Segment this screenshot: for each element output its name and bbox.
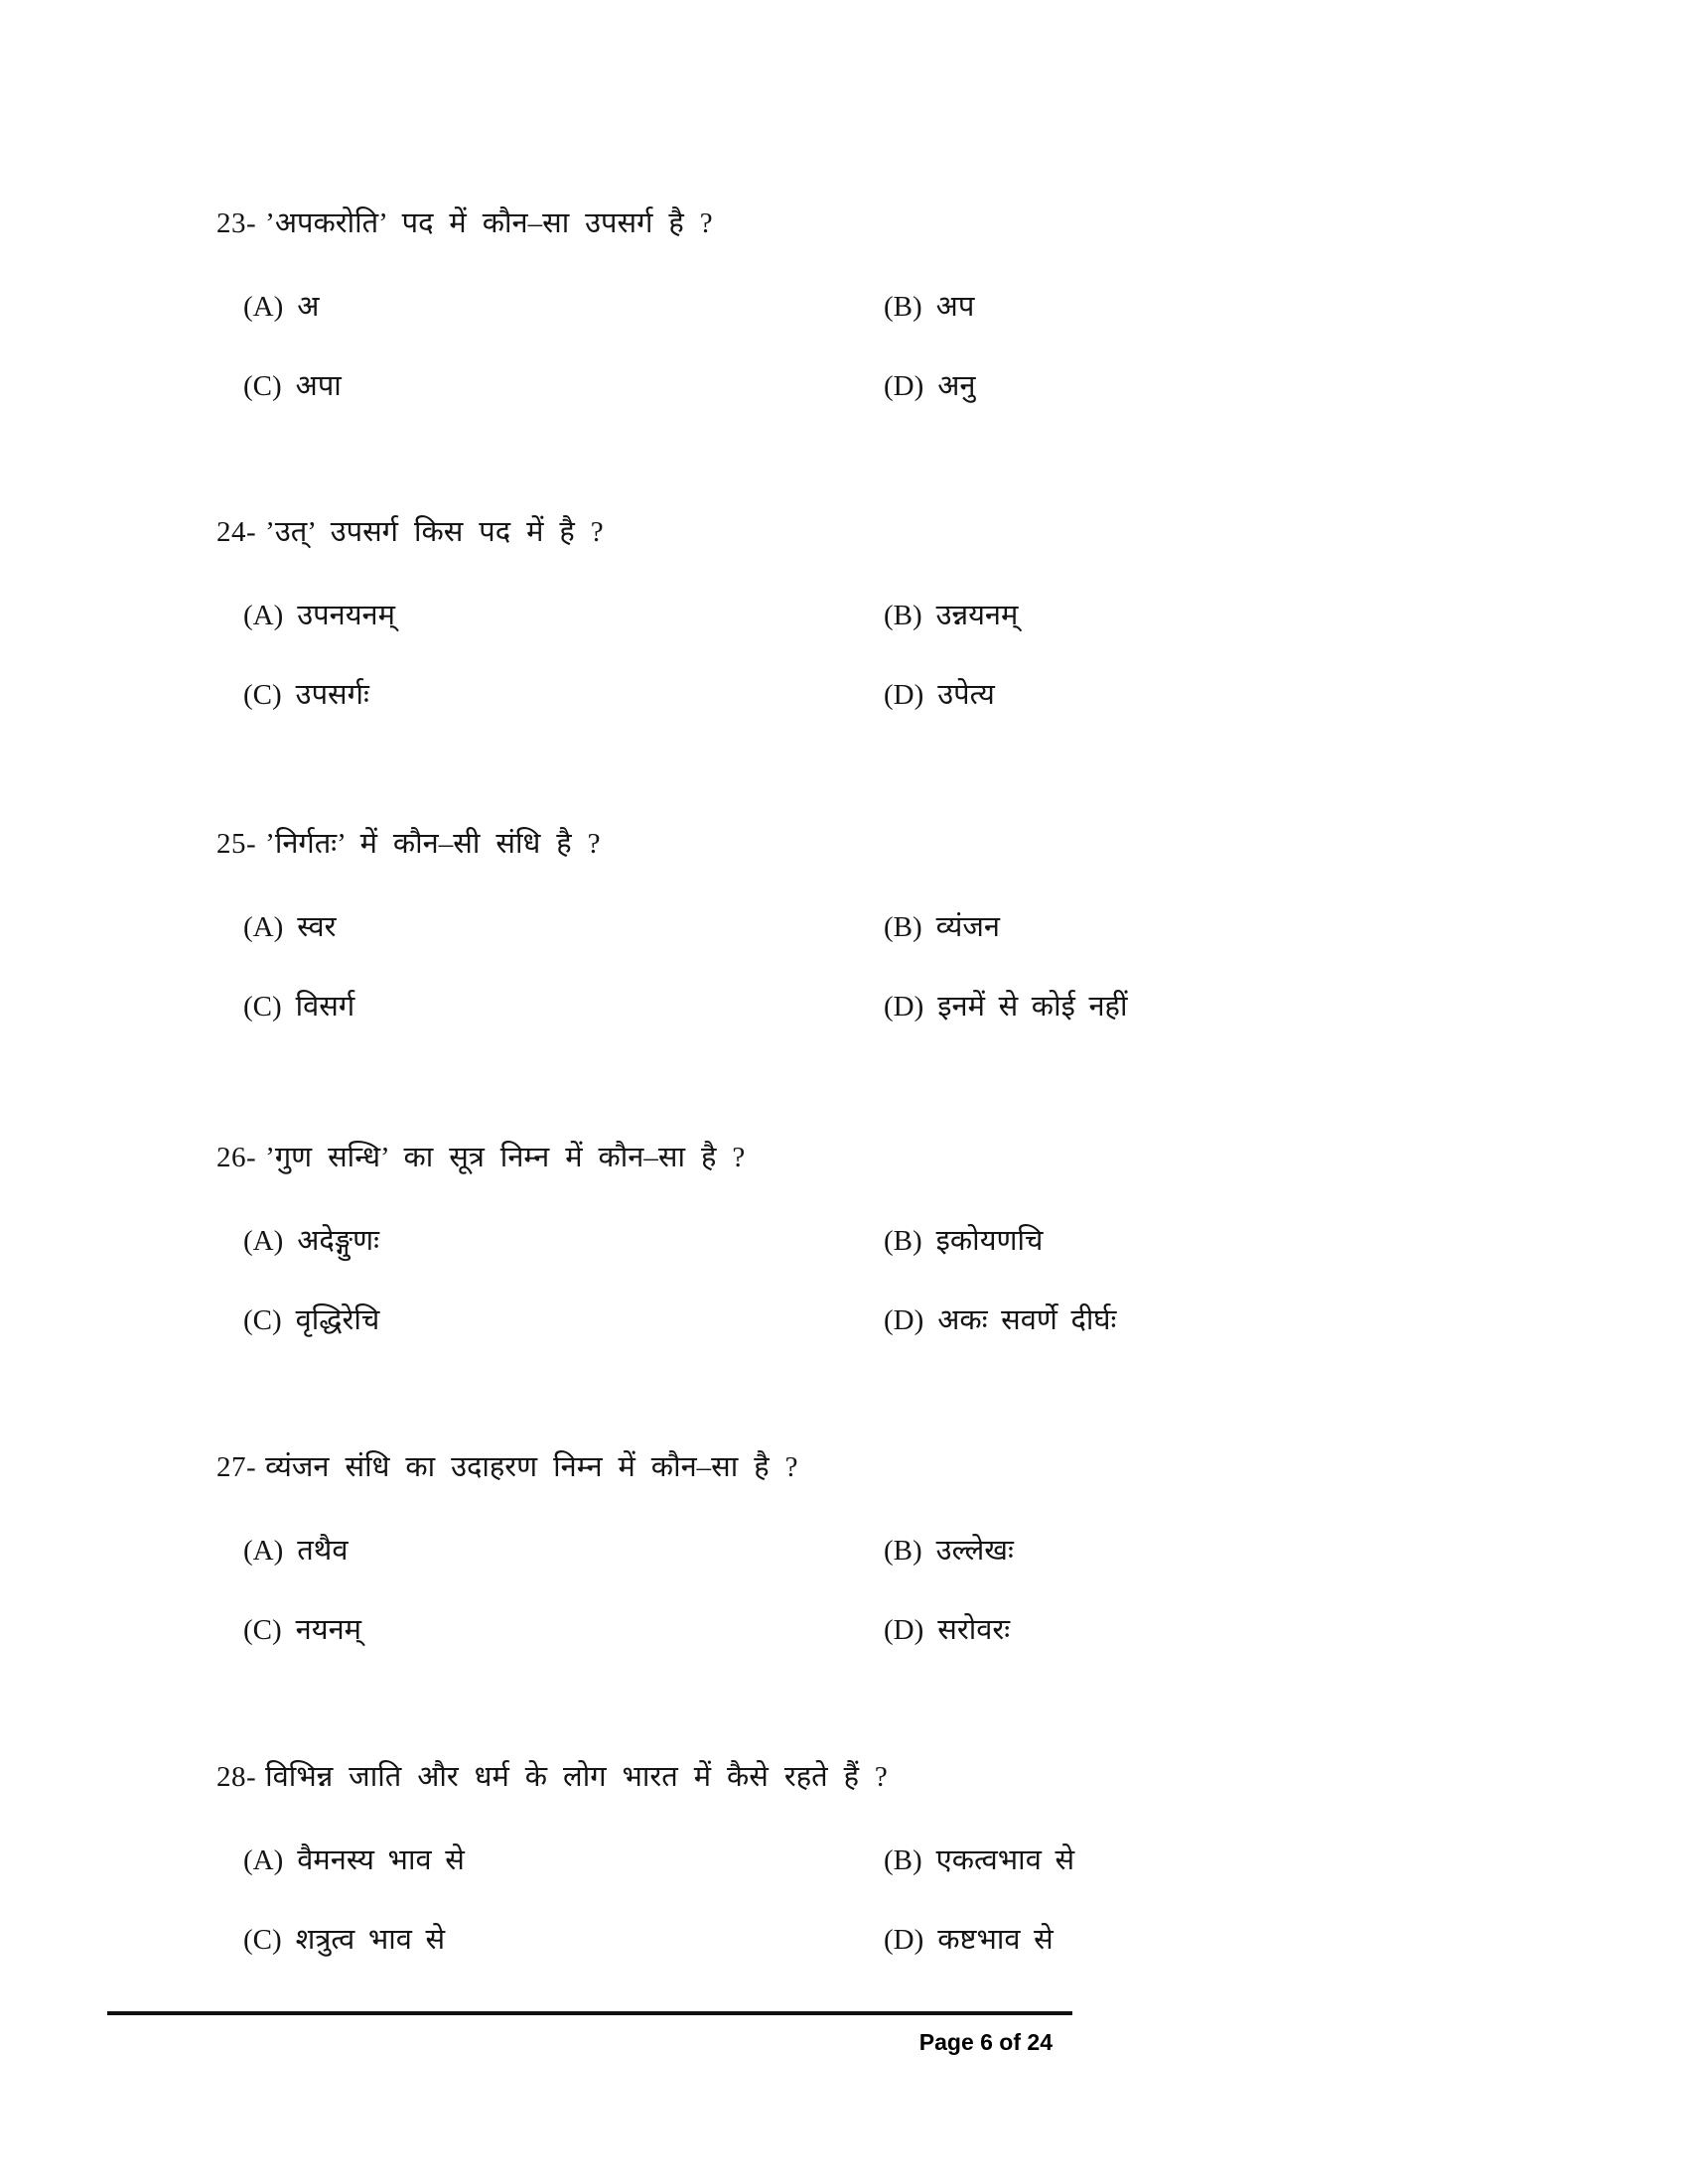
question-text-line xyxy=(216,514,604,550)
option-d xyxy=(884,989,1127,1024)
option-c xyxy=(243,989,354,1024)
question-24 xyxy=(216,514,1269,728)
footer-divider xyxy=(107,2011,1072,2015)
option-label: (D) xyxy=(884,679,924,711)
option-label: (A) xyxy=(243,600,284,631)
option-text: व्यंजन xyxy=(935,911,1001,943)
question-27 xyxy=(216,1449,1269,1663)
option-label: (A) xyxy=(243,1535,284,1567)
question-text-line xyxy=(216,205,713,241)
option-text: तथैव xyxy=(297,1535,349,1567)
option-label: (D) xyxy=(884,370,924,402)
option-label: (B) xyxy=(884,291,922,323)
option-label: (D) xyxy=(884,1614,924,1646)
option-text: एकत्वभाव से xyxy=(935,1844,1075,1876)
page-number-text: Page 6 of 24 xyxy=(918,2029,1053,2055)
question-text-line xyxy=(216,826,600,862)
option-text: वृद्धिरेचि xyxy=(295,1304,380,1336)
option-label: (B) xyxy=(884,1844,922,1876)
option-text: उन्नयनम् xyxy=(935,600,1019,631)
option-label: (B) xyxy=(884,1535,922,1567)
option-text: इनमें से कोई नहीं xyxy=(937,991,1128,1023)
question-text-line xyxy=(216,1140,745,1175)
option-text: अ xyxy=(297,291,320,323)
question-text: ’अपकरोति’ पद में कौन–सा उपसर्ग है ? xyxy=(265,207,713,239)
option-label: (C) xyxy=(243,679,282,711)
option-d xyxy=(884,1612,1010,1648)
option-text: इकोयणचि xyxy=(935,1225,1044,1257)
option-label: (B) xyxy=(884,911,922,943)
option-d xyxy=(884,1922,1054,1958)
option-label: (C) xyxy=(243,1924,282,1956)
question-text-line xyxy=(216,1449,797,1485)
option-c xyxy=(243,1612,361,1648)
question-text-line xyxy=(216,1759,888,1795)
question-26 xyxy=(216,1140,1269,1353)
option-c xyxy=(243,1922,445,1958)
option-a xyxy=(243,909,337,945)
option-b xyxy=(884,909,1000,945)
option-text: शत्रुत्व भाव से xyxy=(295,1924,446,1956)
option-label: (A) xyxy=(243,1225,284,1257)
question-number: 27- xyxy=(216,1451,257,1483)
question-text: ’गुण सन्धि’ का सूत्र निम्न में कौन–सा है ? xyxy=(265,1142,746,1173)
option-a xyxy=(243,598,395,633)
option-text: नयनम् xyxy=(295,1614,362,1646)
option-text: वैमनस्य भाव से xyxy=(297,1844,465,1876)
question-number: 26- xyxy=(216,1142,257,1173)
question-number: 24- xyxy=(216,516,257,548)
option-text: अपा xyxy=(295,370,342,402)
option-a xyxy=(243,1843,465,1878)
option-c xyxy=(243,677,369,713)
option-d xyxy=(884,1302,1116,1338)
option-label: (C) xyxy=(243,370,282,402)
option-a xyxy=(243,289,319,325)
option-c xyxy=(243,1302,379,1338)
option-text: विसर्ग xyxy=(295,991,355,1023)
option-text: अदेङ्गुणः xyxy=(297,1225,380,1257)
option-label: (D) xyxy=(884,991,924,1023)
option-label: (B) xyxy=(884,600,922,631)
option-label: (C) xyxy=(243,1304,282,1336)
question-text: ’उत्’ उपसर्ग किस पद में है ? xyxy=(265,516,604,548)
option-b xyxy=(884,1843,1074,1878)
question-text: व्यंजन संधि का उदाहरण निम्न में कौन–सा है ? xyxy=(265,1451,798,1483)
option-b xyxy=(884,598,1018,633)
option-label: (B) xyxy=(884,1225,922,1257)
option-label: (A) xyxy=(243,1844,284,1876)
option-text: सरोवरः xyxy=(937,1614,1011,1646)
question-28 xyxy=(216,1759,1269,1973)
question-number: 25- xyxy=(216,828,257,860)
option-label: (A) xyxy=(243,291,284,323)
option-text: उपेत्य xyxy=(937,679,995,711)
option-b xyxy=(884,289,974,325)
question-number: 23- xyxy=(216,207,257,239)
option-text: उल्लेखः xyxy=(935,1535,1014,1567)
question-25 xyxy=(216,826,1269,1039)
option-a xyxy=(243,1533,348,1569)
option-text: उपनयनम् xyxy=(297,600,395,631)
option-text: कष्टभाव से xyxy=(937,1924,1054,1956)
option-text: अनु xyxy=(937,370,976,402)
option-b xyxy=(884,1533,1014,1569)
question-text: ’निर्गतः’ में कौन–सी संधि है ? xyxy=(265,828,601,860)
question-23 xyxy=(216,205,1269,419)
option-label: (C) xyxy=(243,991,282,1023)
option-label: (C) xyxy=(243,1614,282,1646)
option-d xyxy=(884,677,995,713)
option-text: स्वर xyxy=(297,911,337,943)
option-d xyxy=(884,368,976,404)
option-text: उपसर्गः xyxy=(295,679,369,711)
option-label: (A) xyxy=(243,911,284,943)
option-text: अकः सवर्णे दीर्घः xyxy=(937,1304,1117,1336)
option-b xyxy=(884,1223,1043,1259)
option-text: अप xyxy=(935,291,975,323)
option-label: (D) xyxy=(884,1924,924,1956)
option-c xyxy=(243,368,342,404)
option-label: (D) xyxy=(884,1304,924,1336)
question-text: विभिन्न जाति और धर्म के लोग भारत में कैसे रहते हैं ? xyxy=(265,1761,888,1793)
option-a xyxy=(243,1223,379,1259)
question-number: 28- xyxy=(216,1761,257,1793)
